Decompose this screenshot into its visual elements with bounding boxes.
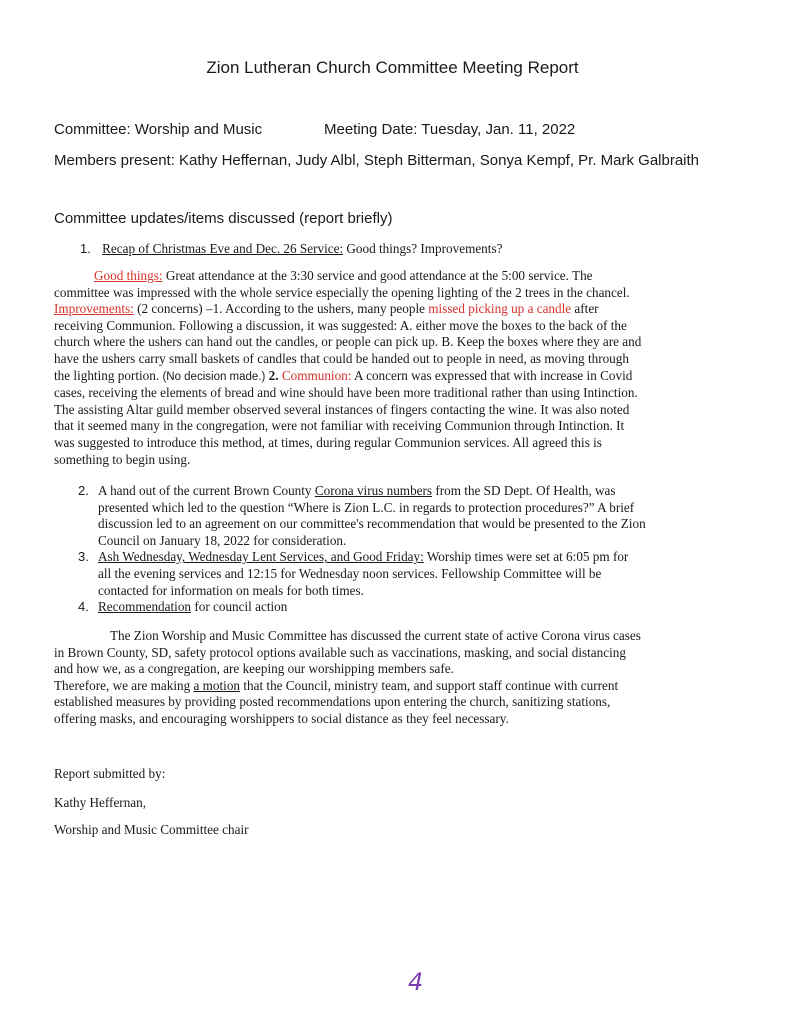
- recap-paragraph: [54, 268, 744, 468]
- item-heading: Recap of Christmas Eve and Dec. 26 Service:: [102, 241, 344, 256]
- text-line: have the ushers carry small baskets of candles that could be handed out to people in need, as moving through: [54, 350, 629, 366]
- improvements-label: Improvements:: [54, 301, 134, 317]
- text-line: for council action: [191, 599, 288, 615]
- text-line: in Brown County, SD, safety protocol options available such as vaccinations, masking, and social distancing: [54, 644, 626, 660]
- item-number: 3.: [78, 549, 89, 565]
- text-line: (2 concerns) –1. According to the ushers, many people: [133, 301, 429, 317]
- underlined-text: Corona virus numbers: [314, 483, 433, 498]
- list-item-4: [78, 599, 738, 616]
- text-line: was suggested to introduce this method, at times, during regular Communion services. All agreed this is: [54, 434, 602, 450]
- meeting-info-row: [54, 121, 576, 138]
- submitter-role: Worship and Music Committee chair: [54, 822, 249, 837]
- text-line: 2.: [265, 367, 282, 383]
- submitter-name: Kathy Heffernan,: [54, 795, 147, 810]
- underlined-text: Recommendation: [98, 599, 192, 615]
- good-things-label: Good things:: [94, 268, 163, 283]
- text-line: A hand out of the current Brown County: [98, 483, 315, 498]
- highlight-text: missed picking up a candle: [428, 301, 572, 317]
- text-line: established measures by providing posted recommendations upon entering the church, sanitizing stations,: [54, 694, 611, 710]
- numbered-list: [78, 483, 738, 616]
- text-line: cases, receiving the elements of bread and wine should have been more traditional rather than using Intinction.: [54, 385, 638, 401]
- text-line: discussion led to an agreement on our committee's recommendation that would be presented to the Zion: [98, 516, 646, 532]
- text-line: after: [571, 301, 599, 317]
- text-line: receiving Communion. Following a discussion, it was suggested: A. either move the boxes to the back of the: [54, 317, 627, 333]
- list-item-2: [78, 483, 738, 549]
- list-item-3: [78, 549, 738, 599]
- text-line: presented which led to the question “Where is Zion L.C. in regards to protection procedures?” A brief: [98, 499, 635, 515]
- text-line: The assisting Altar guild member observed several instances of fingers contacting the wine. It was also noted: [54, 401, 630, 417]
- recommendation-paragraph: [54, 628, 744, 728]
- text-line: Council on January 18, 2022 for consideration.: [98, 532, 347, 548]
- text-line: that the Council, ministry team, and support staff continue with current: [240, 677, 619, 693]
- text-line: committee was impressed with the whole service especially the opening lighting of the 2 trees in the chancel.: [54, 284, 630, 300]
- text-line: something to begin using.: [54, 451, 191, 467]
- report-title: Zion Lutheran Church Committee Meeting Report: [206, 58, 579, 77]
- text-line: from the SD Dept. Of Health, was: [432, 483, 616, 498]
- communion-label: Communion:: [281, 367, 352, 383]
- committee-label: Committee: Worship and Music: [54, 121, 263, 138]
- text-line: contacted for information on meals for both times.: [98, 582, 364, 598]
- item-text: Good things? Improvements?: [343, 241, 503, 256]
- report-submitted-label: Report submitted by:: [54, 766, 166, 781]
- text-line: Great attendance at the 3:30 service and good attendance at the 5:00 service. The: [162, 268, 593, 283]
- text-line: Therefore, we are making: [54, 677, 194, 693]
- text-line: that it seemed many in the congregation, were not familiar with receiving Communion through Intinction. It: [54, 418, 625, 434]
- members-present: Members present: Kathy Heffernan, Judy Albl, Steph Bitterman, Sonya Kempf, Pr. Mark Galbraith: [54, 152, 700, 169]
- underlined-text: a motion: [193, 677, 241, 693]
- underlined-text: Ash Wednesday, Wednesday Lent Services, and Good Friday:: [98, 549, 424, 565]
- list-item-1: [80, 241, 502, 258]
- no-decision-note: (No decision made.): [162, 370, 266, 383]
- text-line: church where the ushers can hand out the candles, or people can pick up. B. Keep the boxes where they are and: [54, 334, 642, 350]
- text-line: The Zion Worship and Music Committee has discussed the current state of active Corona virus cases: [110, 628, 641, 643]
- item-number: 4.: [78, 599, 89, 615]
- text-line: the lighting portion.: [54, 367, 163, 383]
- text-line: offering masks, and encouraging worshippers to social distance as they feel necessary.: [54, 710, 509, 726]
- meeting-date: Meeting Date: Tuesday, Jan. 11, 2022: [324, 121, 576, 138]
- updates-heading: Committee updates/items discussed (report briefly): [54, 210, 393, 227]
- text-line: A concern was expressed that with increase in Covid: [351, 367, 633, 383]
- text-line: all the evening services and 12:15 for Wednesday noon services. Fellowship Committee will be: [98, 565, 602, 581]
- item-number: 1.: [80, 241, 91, 256]
- item-number: 2.: [78, 483, 89, 498]
- page-number: 4: [408, 968, 424, 996]
- text-line: and how we, as a congregation, are keeping our worshipping members safe.: [54, 661, 454, 677]
- text-line: Worship times were set at 6:05 pm for: [423, 549, 629, 565]
